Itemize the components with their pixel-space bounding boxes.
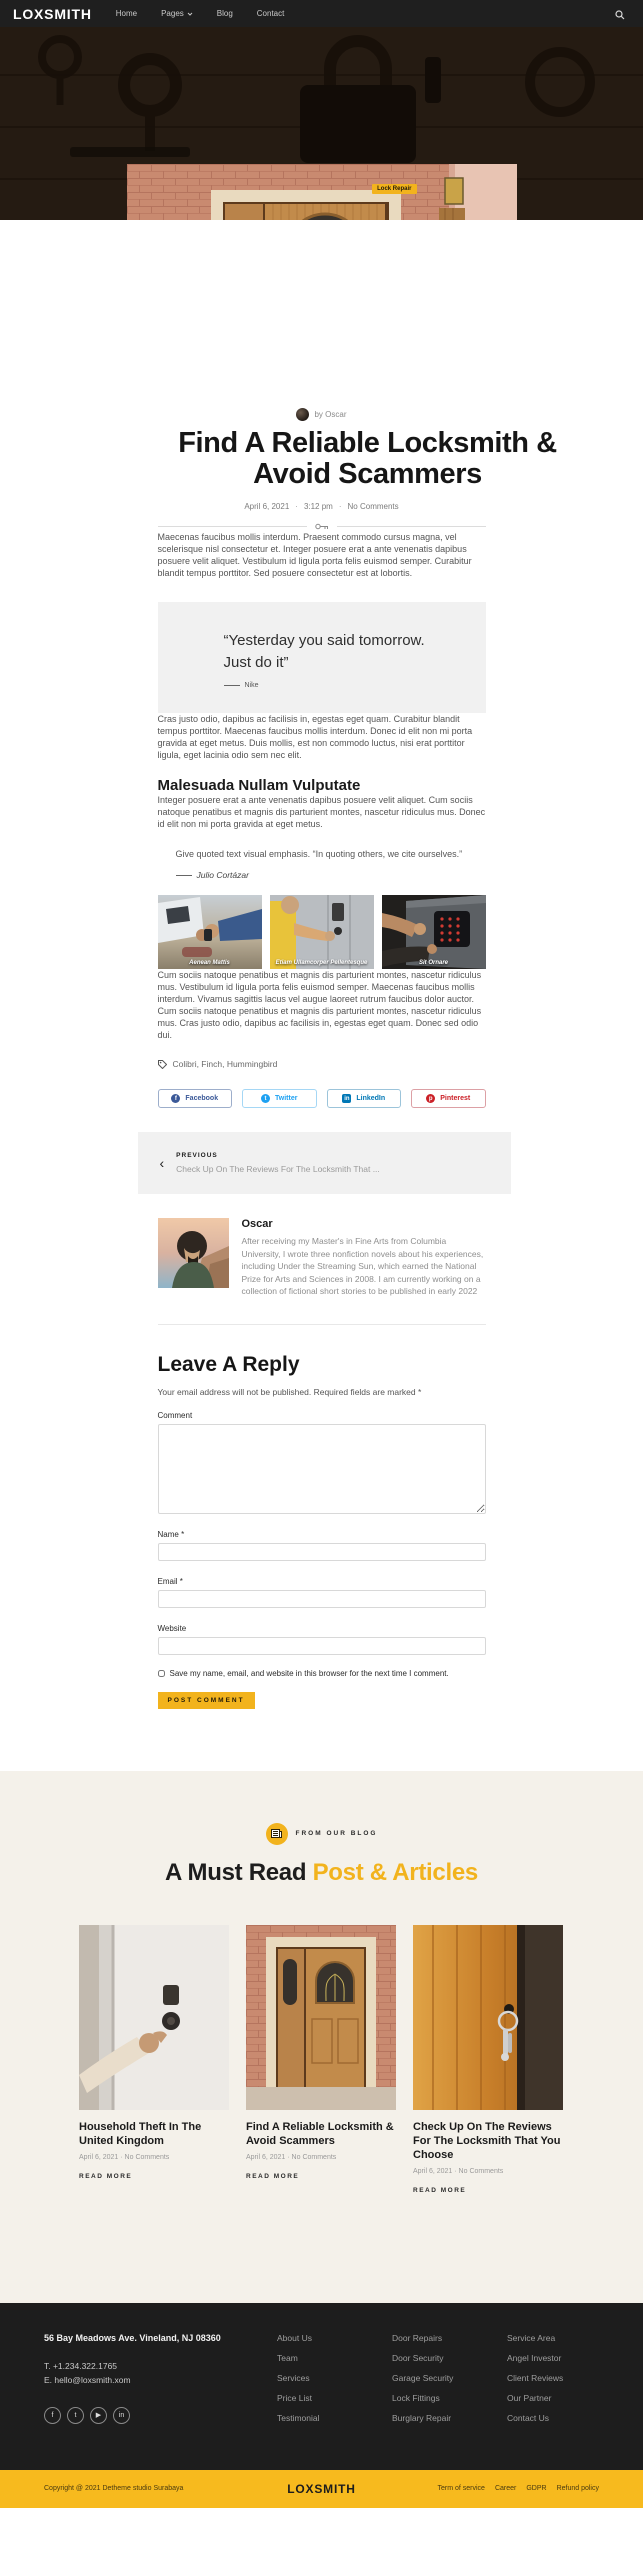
legal-link[interactable]: Career	[494, 2485, 517, 2492]
footer-link[interactable]: Burglary Repair	[392, 2412, 452, 2423]
email-input[interactable]	[158, 1590, 486, 1608]
save-info-checkbox[interactable]	[158, 1670, 165, 1677]
kicker-label: FROM OUR BLOG	[295, 1830, 378, 1837]
meta-time: · 3:12 pm	[295, 502, 333, 511]
nav-contact[interactable]: Contact	[256, 9, 285, 18]
nav-blog[interactable]: Blog	[216, 9, 233, 18]
author-name[interactable]: Oscar	[241, 1218, 273, 1230]
ornamental-divider	[158, 522, 486, 531]
previous-post-link[interactable]	[138, 1132, 511, 1194]
card-title[interactable]: Household Theft In The United Kingdom	[79, 2120, 202, 2147]
paragraph: Cum sociis natoque penatibus et magnis dis parturient montes, nascetur ridiculus mus. Vestibulum id ligula porta felis euismod semper. Maecenas faucibus mollis interdum. Vivamus sagittis lacus vel augue laoreet rutrum faucibus dolor auctor. Cum sociis natoque penatibus et magnis dis parturient montes, nascetur ridiculus mus. Cras justo odio, dapibus ac facilisis in, egestas eget quam. Donec sed odio dui.	[157, 970, 482, 1040]
post-card	[246, 1925, 396, 2194]
comment-textarea[interactable]	[158, 1424, 486, 1514]
image-caption: Etiam Ullamcorper Pellentesque	[275, 960, 368, 966]
share-twitter-button[interactable]: t Twitter	[242, 1089, 317, 1108]
paragraph: Maecenas faucibus mollis interdum. Praesent commodo cursus magna, vel scelerisque nisl consectetur et. Integer posuere erat a ante venenatis dapibus posuere velit aliquet. Vestibulum id ligula porta felis euismod semper. Curabitur blandit tempus porttitor. Sed posuere consectetur est at lobortis.	[157, 532, 472, 578]
footer-brand-logo[interactable]: LOXSMITH	[287, 2481, 356, 2496]
tag-icon	[158, 1060, 167, 1069]
category-badge[interactable]: Lock Repair	[372, 184, 416, 194]
copyright-text: Copyright @ 2021 Detheme studio Surabaya	[44, 2485, 184, 2492]
name-label: Name *	[157, 1529, 185, 1539]
locksmith-at-door-image	[270, 895, 374, 969]
inline-quote: Give quoted text visual emphasis. “In quoting others, we cite ourselves.” Julio Cortázar	[175, 849, 463, 880]
footer-link[interactable]: Our Partner	[507, 2392, 552, 2403]
image-caption: Sit Ornare	[418, 960, 448, 966]
section-kicker	[0, 1823, 643, 1845]
author-bio: After receiving my Master's in Fine Arts from Columbia University, I wrote three nonfiction novels about his experiences, including Under the Streaming Sun, which earned the National Prize for Arts and Sciences in 2008. I am currently working on a collection of fictional short stories to be published in early 2022	[241, 1236, 484, 1296]
read-more-link[interactable]: READ MORE	[413, 2186, 467, 2194]
reply-heading: Leave A Reply	[157, 1352, 300, 1376]
footer-link[interactable]: Services	[277, 2372, 310, 2383]
footer-link[interactable]: Door Repairs	[392, 2332, 443, 2343]
pinterest-icon: p	[426, 1094, 435, 1103]
footer-column-services	[392, 2333, 507, 2470]
pull-quote	[158, 602, 486, 713]
car-key-handover-image	[158, 895, 262, 969]
post-cards	[79, 1925, 564, 2194]
footer-link[interactable]: Lock Fittings	[392, 2392, 440, 2403]
footer-link[interactable]: Garage Security	[392, 2372, 454, 2383]
legal-link[interactable]: Term of service	[437, 2485, 485, 2492]
twitter-icon: t	[261, 1094, 270, 1103]
byline-label[interactable]: by Oscar	[314, 410, 347, 419]
website-input[interactable]	[158, 1637, 486, 1655]
post-meta	[158, 502, 486, 511]
footer-social	[44, 2407, 277, 2424]
tag-row	[158, 1059, 486, 1069]
byline	[158, 408, 486, 421]
share-facebook-button[interactable]: f Facebook	[158, 1089, 233, 1108]
footer-link[interactable]: About Us	[277, 2332, 312, 2343]
section-heading: Malesuada Nullam Vulputate	[157, 777, 361, 794]
card-title[interactable]: Check Up On The Reviews For The Locksmith That You Choose	[413, 2120, 561, 2161]
footer-column-company	[277, 2333, 392, 2470]
chevron-left-icon: ‹	[159, 1155, 165, 1171]
quote-author: Julio Cortázar	[196, 870, 249, 880]
card-image-door-lock-install[interactable]	[79, 1925, 229, 2110]
post-title: Find A Reliable Locksmith & Avoid Scammers	[178, 427, 557, 490]
gallery-image-car-keys	[158, 895, 262, 969]
post-comment-button[interactable]: POST COMMENT	[158, 1692, 255, 1709]
article	[0, 220, 643, 1771]
card-meta: April 6, 2021 · No Comments	[246, 2153, 337, 2161]
reply-note: Your email address will not be published. Required fields are marked *	[157, 1386, 422, 1397]
facebook-icon: f	[171, 1094, 180, 1103]
newspaper-icon	[266, 1823, 288, 1845]
image-caption: Aenean Mattis	[189, 960, 230, 966]
meta-comments[interactable]: · No Comments	[339, 502, 399, 511]
section-divider	[158, 1324, 486, 1325]
footer-link[interactable]: Team	[277, 2352, 298, 2363]
footer-column-more	[507, 2333, 622, 2470]
safe-keypad-image	[382, 895, 486, 969]
footer-link[interactable]: Client Reviews	[507, 2372, 564, 2383]
share-pinterest-button[interactable]: p Pinterest	[411, 1089, 486, 1108]
footer-address: 56 Bay Meadows Ave. Vineland, NJ 08360	[44, 2332, 221, 2343]
site-header	[0, 0, 643, 27]
legal-link[interactable]: GDPR	[526, 2485, 547, 2492]
footer-link[interactable]: Price List	[277, 2392, 312, 2403]
tag-links[interactable]: Colibri, Finch, Hummingbird	[172, 1059, 278, 1069]
linkedin-icon: in	[344, 1095, 350, 1102]
paragraph: Integer posuere erat a ante venenatis dapibus posuere velit aliquet. Cum sociis natoque penatibus et magnis dis parturient montes, nascetur ridiculus mus. Donec id elit non mi porta gravida at eget metus.	[157, 795, 486, 829]
nav-home[interactable]: Home	[115, 9, 138, 18]
gallery-image-safe	[382, 895, 486, 969]
main-nav	[116, 9, 285, 18]
gallery-image-door-lock	[270, 895, 374, 969]
search-button[interactable]	[613, 6, 627, 25]
footer-link[interactable]: Service Area	[507, 2332, 556, 2343]
author-box	[158, 1218, 486, 1298]
previous-label: PREVIOUS	[176, 1152, 218, 1159]
hero-banner	[0, 27, 643, 220]
footer-phone[interactable]: T. +1.234.322.1765	[44, 2360, 118, 2371]
card-image-wooden-door[interactable]	[246, 1925, 396, 2110]
paragraph: Cras justo odio, dapibus ac facilisis in, egestas eget quam. Curabitur blandit tempus porttitor. Maecenas faucibus mollis interdum. Donec id elit non mi porta gravida at eget metus. Duis mollis, est non commodo luctus, nisi erat porttitor ligula, eget lacinia odio sem nec elit.	[157, 714, 473, 760]
brand-logo[interactable]: LOXSMITH	[13, 5, 92, 22]
quote-author: Nike	[224, 682, 446, 689]
save-info-label: Save my name, email, and website in this browser for the next time I comment.	[169, 1668, 449, 1678]
name-input[interactable]	[158, 1543, 486, 1561]
save-info-row	[158, 1669, 486, 1678]
facebook-icon[interactable]: f	[44, 2407, 61, 2424]
key-icon	[315, 522, 329, 531]
legal-link[interactable]: Refund policy	[556, 2485, 599, 2492]
card-meta: April 6, 2021 · No Comments	[413, 2167, 504, 2175]
site-footer	[0, 2303, 643, 2470]
card-image-keys-in-lock[interactable]	[413, 1925, 563, 2110]
footer-link[interactable]: Testimonial	[277, 2412, 320, 2423]
footer-link[interactable]: Door Security	[392, 2352, 444, 2363]
email-label: Email *	[157, 1576, 183, 1586]
footer-link[interactable]: Contact Us	[507, 2412, 550, 2423]
image-gallery	[158, 895, 486, 969]
quote-text: “Yesterday you said tomorrow. Just do it”	[223, 632, 425, 671]
twitter-icon[interactable]: t	[67, 2407, 84, 2424]
footer-link[interactable]: Angel Investor	[507, 2352, 562, 2363]
author-avatar[interactable]	[296, 408, 309, 421]
card-meta: April 6, 2021 · No Comments	[79, 2153, 170, 2161]
post-card	[79, 1925, 229, 2194]
related-posts-section	[0, 1771, 643, 2303]
previous-post-title: Check Up On The Reviews For The Locksmith That ...	[176, 1164, 380, 1174]
nav-pages[interactable]: Pages	[161, 9, 193, 18]
meta-date[interactable]: April 6, 2021	[244, 502, 290, 511]
legal-links	[437, 2485, 599, 2492]
search-icon	[615, 10, 625, 20]
related-posts-heading: A Must Read Post & Articles	[165, 1858, 478, 1886]
comment-label: Comment	[157, 1410, 193, 1420]
read-more-link[interactable]: READ MORE	[246, 2172, 300, 2180]
card-title[interactable]: Find A Reliable Locksmith & Avoid Scammers	[246, 2120, 394, 2147]
chevron-down-icon	[187, 12, 193, 16]
website-label: Website	[157, 1623, 187, 1633]
share-buttons	[158, 1089, 486, 1108]
share-linkedin-button[interactable]: in LinkedIn	[327, 1089, 402, 1108]
footer-email[interactable]: E. hello@loxsmith.xom	[44, 2374, 131, 2385]
post-card	[413, 1925, 563, 2194]
author-photo	[158, 1218, 229, 1288]
linkedin-icon[interactable]: in	[113, 2407, 130, 2424]
bottom-bar	[0, 2470, 643, 2508]
youtube-icon[interactable]: ▶	[90, 2407, 107, 2424]
read-more-link[interactable]: READ MORE	[79, 2172, 133, 2180]
